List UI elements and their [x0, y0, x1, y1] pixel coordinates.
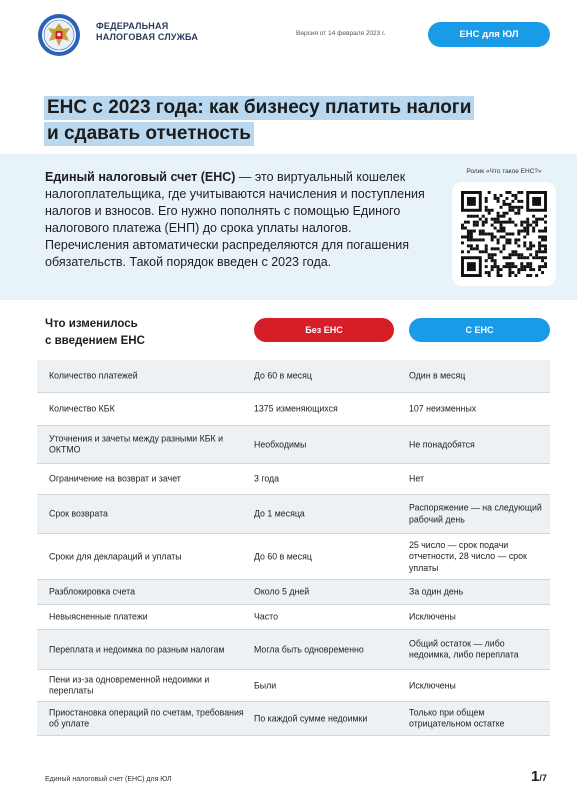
row-without-ens: 3 года [254, 473, 280, 484]
table-row [37, 702, 550, 736]
row-without-ens: Были [254, 679, 277, 690]
row-with-ens: Только при общем отрицательном остатке [409, 707, 505, 729]
row-parameter: Невыясненные платежи [49, 611, 148, 622]
table-row [37, 605, 550, 630]
row-with-ens: 25 число — срок подачи отчетности, 28 число — срок уплаты [409, 539, 527, 573]
comparison-title-line1: Что изменилось [45, 318, 138, 330]
ens-for-legal-entities-button[interactable]: ЕНС для ЮЛ [428, 22, 550, 47]
org-name-line2: НАЛОГОВАЯ СЛУЖБА [96, 32, 199, 42]
row-with-ens: 107 неизменных [409, 403, 477, 414]
row-with-ens: За один день [409, 586, 464, 597]
page-current: 1 [531, 768, 540, 785]
row-parameter: Количество платежей [49, 370, 138, 381]
table-row [37, 580, 550, 605]
intro-panel [0, 154, 577, 300]
row-with-ens: Исключены [409, 611, 456, 622]
comparison-title-line2: с введением ЕНС [45, 335, 145, 347]
row-parameter: Срок возврата [49, 508, 108, 519]
qr-code-icon [461, 191, 547, 277]
intro-text: — это виртуальный кошелек налогоплательщика, где учитываются начисления и поступления налогов и взносов. Его нужно пополнять с помощью Единого налогового платежа (ЕНП) до срока уплаты налогов. Перечисления автоматически распределяются для погашения обязательств. Такой порядок введен с 2023 года. [45, 170, 425, 269]
without-ens-header: Без ЕНС [254, 318, 394, 342]
row-parameter: Пени из-за одновременной недоимки и переплаты [49, 674, 210, 696]
row-parameter: Количество КБК [49, 403, 115, 414]
comparison-title [45, 316, 145, 350]
table-row [37, 495, 550, 534]
row-with-ens: Распоряжение — на следующий рабочий день [409, 502, 542, 524]
intro-bold-term: Единый налоговый счет (ЕНС) [45, 170, 236, 184]
row-without-ens: До 60 в месяц [254, 550, 312, 561]
row-without-ens: 1375 изменяющихся [254, 403, 338, 414]
page-header [0, 0, 577, 72]
org-name-line1: ФЕДЕРАЛЬНАЯ [96, 21, 169, 31]
row-parameter: Разблокировка счета [49, 586, 135, 597]
footer-text: Единый налоговый счет (ЕНС) для ЮЛ [45, 776, 172, 783]
comparison-table [37, 360, 550, 736]
row-with-ens: Общий остаток — либо недоимка, либо переплата [409, 638, 519, 660]
table-row [37, 630, 550, 670]
page-title [44, 96, 544, 148]
table-row [37, 426, 550, 464]
fns-emblem-icon [37, 13, 81, 57]
row-without-ens: Необходимы [254, 438, 307, 449]
row-with-ens: Исключены [409, 679, 456, 690]
row-without-ens: По каждой сумме недоимки [254, 712, 368, 723]
page-title-line2: и сдавать отчетность [44, 122, 254, 146]
org-name [96, 21, 198, 43]
row-with-ens: Один в месяц [409, 370, 466, 381]
row-without-ens: Могла быть одновременно [254, 643, 364, 654]
page-title-line1: ЕНС с 2023 года: как бизнесу платить налоги [44, 96, 474, 120]
table-row [37, 360, 550, 393]
row-without-ens: До 1 месяца [254, 508, 305, 519]
table-row [37, 534, 550, 580]
row-parameter: Уточнения и зачеты между разными КБК и ОКТМО [49, 433, 223, 455]
qr-code[interactable] [452, 182, 556, 286]
intro-paragraph [45, 169, 430, 271]
qr-caption: Ролик «Что такое ЕНС?» [466, 168, 542, 175]
row-parameter: Переплата и недоимка по разным налогам [49, 643, 225, 654]
table-row [37, 670, 550, 702]
row-without-ens: Около 5 дней [254, 586, 310, 597]
page-total: /7 [539, 773, 547, 783]
row-parameter: Приостановка операций по счетам, требования об уплате [49, 707, 244, 729]
table-row [37, 393, 550, 426]
row-without-ens: До 60 в месяц [254, 370, 312, 381]
row-parameter: Ограничение на возврат и зачет [49, 473, 181, 484]
page-number [531, 768, 547, 785]
version-date: Версия от 14 февраля 2023 г. [296, 30, 386, 37]
row-with-ens: Нет [409, 473, 424, 484]
with-ens-header: С ЕНС [409, 318, 550, 342]
row-without-ens: Часто [254, 611, 278, 622]
table-row [37, 464, 550, 495]
row-parameter: Сроки для деклараций и уплаты [49, 550, 182, 561]
row-with-ens: Не понадобятся [409, 438, 475, 449]
